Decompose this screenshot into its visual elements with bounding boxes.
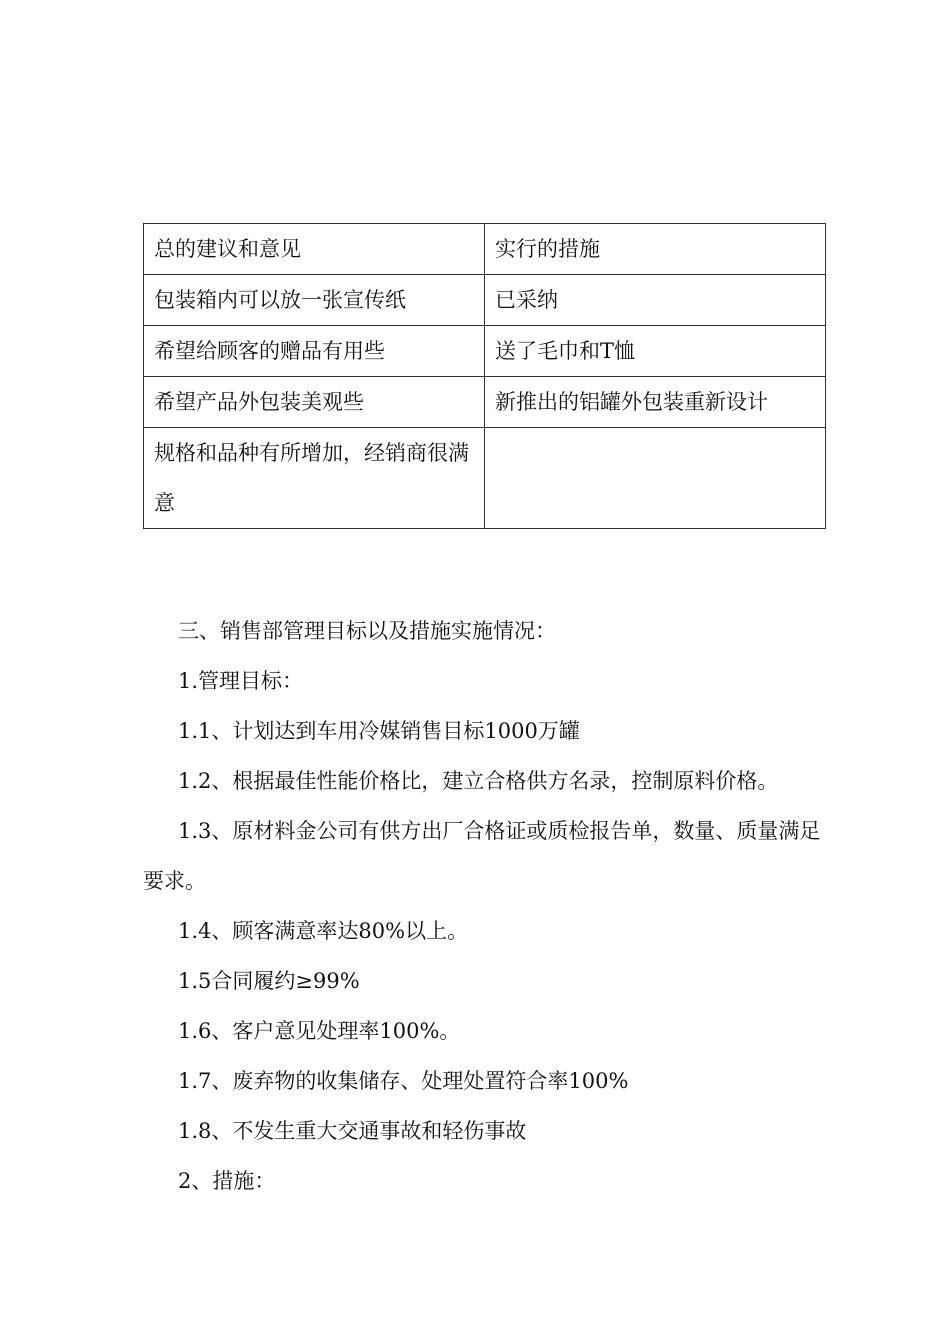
table-cell-measure: 新推出的铝罐外包装重新设计 bbox=[485, 377, 826, 428]
table-cell-measure bbox=[485, 428, 826, 529]
measures-title: 2、措施： bbox=[178, 1169, 276, 1193]
table-cell-suggestion: 希望产品外包装美观些 bbox=[144, 377, 485, 428]
table-row bbox=[144, 377, 826, 428]
section-heading: 三、销售部管理目标以及措施实施情况： bbox=[178, 619, 556, 643]
feedback-table bbox=[143, 223, 826, 529]
table-header-row bbox=[144, 224, 826, 275]
goal-item: 1.6、客户意见处理率100%。 bbox=[178, 1019, 461, 1043]
table-cell-measure: 已采纳 bbox=[485, 275, 826, 326]
table-header-cell: 总的建议和意见 bbox=[144, 224, 485, 275]
goal-item: 1.8、不发生重大交通事故和轻伤事故 bbox=[178, 1119, 527, 1143]
goal-item: 1.4、顾客满意率达80%以上。 bbox=[178, 919, 469, 943]
table-header-cell: 实行的措施 bbox=[485, 224, 826, 275]
goal-item: 1.1、计划达到车用冷媒销售目标1000万罐 bbox=[178, 719, 580, 743]
table-cell-suggestion: 希望给顾客的赠品有用些 bbox=[144, 326, 485, 377]
goals-title: 1.管理目标： bbox=[178, 669, 304, 693]
section-body bbox=[143, 606, 833, 1206]
goal-item: 1.7、废弃物的收集储存、处理处置符合率100% bbox=[178, 1069, 629, 1093]
table-row bbox=[144, 428, 826, 529]
goal-item: 1.5合同履约≥99% bbox=[178, 969, 360, 993]
table-cell-suggestion: 包装箱内可以放一张宣传纸 bbox=[144, 275, 485, 326]
table-cell-measure: 送了毛巾和T恤 bbox=[485, 326, 826, 377]
goal-item: 1.2、根据最佳性能价格比，建立合格供方名录，控制原料价格。 bbox=[178, 769, 779, 793]
goal-item: 1.3、原材料金公司有供方出厂合格证或质检报告单，数量、质量满足要求。 bbox=[143, 819, 821, 893]
table-row bbox=[144, 326, 826, 377]
table-cell-suggestion: 规格和品种有所增加，经销商很满意 bbox=[144, 428, 485, 529]
table-row bbox=[144, 275, 826, 326]
